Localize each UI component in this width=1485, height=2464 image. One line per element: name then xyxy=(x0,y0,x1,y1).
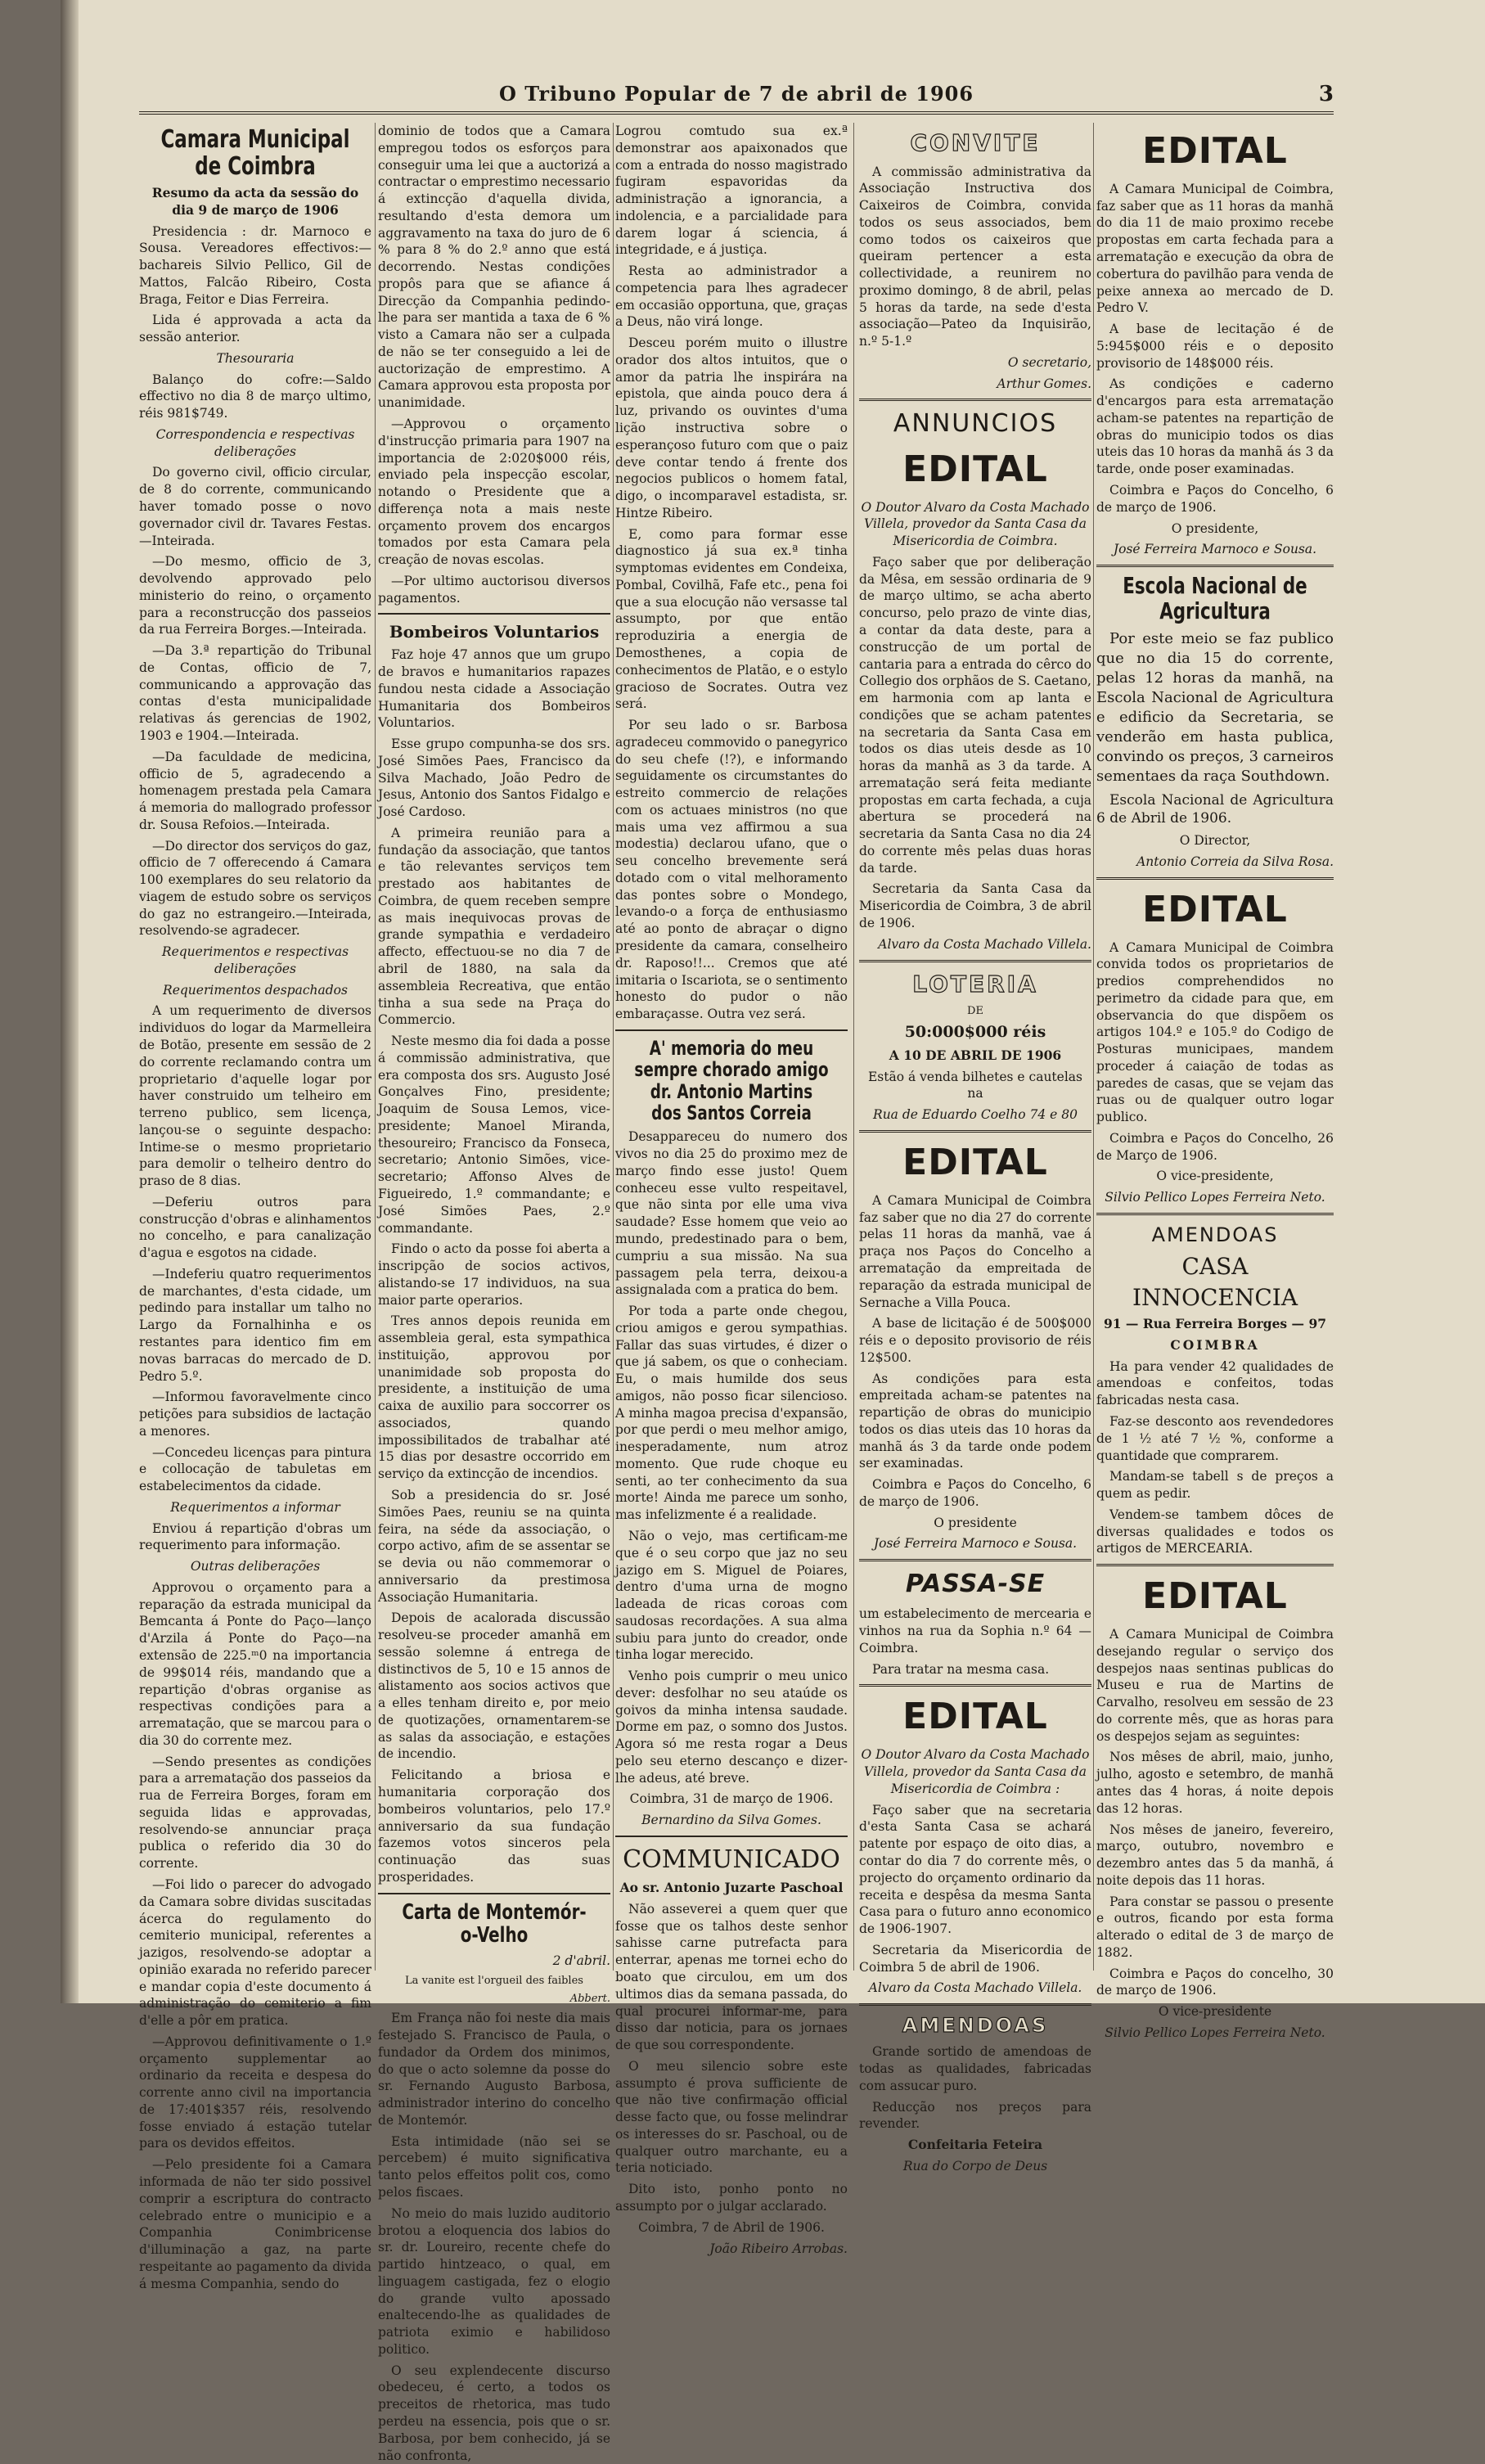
paragraph: —Sendo presentes as condições para a arrematação dos passeios da rua de Ferreira Borges, foram em seguida lidas e approvadas, resolvendo-se annunciar praça publica o referido dia 30 do corrente. xyxy=(139,1754,371,1872)
paragraph: Coimbra e Paços do Concelho, 6 de março de 1906. xyxy=(1096,482,1334,515)
edital-signature: José Ferreira Marnoco e Sousa. xyxy=(873,1536,1078,1552)
paragraph: Dito isto, ponho ponto no assumpto por o julgar acclarado. xyxy=(615,2182,848,2214)
paragraph: Felicitando a briosa e humanitaria corporação dos bombeiros voluntarios, pelo 17.º anniversario da sua fundação fazemos votos sinceros pela continuação das suas prosperidades. xyxy=(378,1768,610,1885)
paragraph: Não asseverei a quem quer que fosse que os talhos deste senhor sahisse carne putrefacta para enterrar, apenas me tornei echo do boato que circulou, em um dos ultimos dias da semana passada, do qual procurei informar-me, para disso dar noticia, para os jornaes de que sou correspondente. xyxy=(615,1901,848,2053)
divider xyxy=(859,960,1091,962)
edital-signature: José Ferreira Marnoco e Sousa. xyxy=(1113,542,1317,557)
page-spine xyxy=(61,0,79,2003)
section-title: Requerimentos e respectivas deliberações xyxy=(161,944,349,976)
paragraph: No meio do mais luzido auditorio brotou a eloquencia dos labios do sr. dr. Loureiro, recente chefe do partido hintzeaco, o qual, em linguagem castigada, fez o elogio do grande vulto apossado enaltecendo-lhe as qualidades de patriota eximio e habilidoso politico. xyxy=(378,2205,610,2357)
camara-subheading: Resumo da acta da sessão do dia 9 de março de 1906 xyxy=(151,185,359,218)
paragraph: Faz hoje 47 annos que um grupo de bravos e humanitarios rapazes fundou nesta cidade a Associação Humanitaria dos Bombeiros Voluntarios. xyxy=(378,647,610,731)
paragraph: Sob a presidencia do sr. José Simões Paes, reuniu se na quinta feira, na séde da associação, o corpo activo, afim de se assentar se se devia ou não commemorar o anniversario da prestimosa Associação Humanitaria. xyxy=(378,1487,610,1605)
paragraph: —Pelo presidente foi a Camara informada de não ter sido possivel comprir a escriptura do contracto celebrado entre o municipio e a Companhia Conimbricense d'illuminação a gaz, na parte respeitante ao pagamento da divida á mesma Companhia, sendo do xyxy=(139,2157,371,2291)
paragraph: —Approvou o orçamento d'instrucção primaria para 1907 na importancia de 2:020$000 réis, enviado pela inspecção escolar, notando o Presidente que a differença nota a mais neste orçamento provem dos encargos tomados por esta Camara pela creação de novas escolas. xyxy=(378,417,610,568)
loteria-prize: 50:000$000 réis xyxy=(904,1023,1046,1042)
edital-title: EDITAL xyxy=(902,448,1048,490)
column-5 xyxy=(1096,123,1334,2040)
casa-address: 91 — Rua Ferreira Borges — 97 xyxy=(1103,1316,1327,1332)
paragraph: —Do director dos serviços do gaz, officio de 7 offerecendo á Camara 100 exemplares do seu relatorio da viagem de estudo sobre os serviços do gaz no estrangeiro.—Inteirada, resolvendo-se agradecer. xyxy=(139,838,371,939)
paragraph: A base de lecitação é de 5:945$000 réis e o deposito provisorio de 148$000 réis. xyxy=(1096,322,1334,371)
section-title: Outras deliberações xyxy=(190,1559,321,1574)
column-separator xyxy=(375,123,376,1971)
paragraph: Faço saber que por deliberação da Mêsa, em sessão ordinaria de 9 de março ultimo, se acha aberto concurso, pelo prazo de vinte dias, a contar da data deste, para a construcção de um portal de cantaria para a entrada do cêrco do Collegio dos orphãos de S. Caetano, em harmonia com ap lanta e condições que se acham patentes na secretaria da Santa Casa em todos os dias uteis desde as 10 horas da manhã as 3 da tarde. A arrematação será feita mediante propostas em carta fechada, a cuja abertura se procederá na secretaria da Santa Casa no dia 24 do corrente mês pelas duas horas da tarde. xyxy=(859,554,1091,876)
divider xyxy=(1096,877,1334,880)
paragraph: Approvou o orçamento para a reparação da estrada municipal da Bemcanta á Ponte do Paço—lanço d'Arzila á Ponte do Paço—na extensão de 225.ᵐ0 na importancia de 99$014 réis, mandando que a repartição d'obras organise as respectivas condições para a arrematação, que se marcou para o dia 30 do corrente mez. xyxy=(139,1579,371,1748)
edital-signature: Alvaro da Costa Machado Villela. xyxy=(868,1980,1082,1996)
convite-signature: Arthur Gomes. xyxy=(997,376,1091,391)
paragraph: —Da faculdade de medicina, officio de 5, agradecendo a homenagem prestada pela Camara á memoria do mallogrado professor dr. Sousa Refoios.—Inteirada. xyxy=(139,749,371,832)
paragraph: —Approvou definitivamente o 1.º orçamento supplementar ao ordinario da receita e despesa do corrente anno civil na importancia de 17:401$357 réis, resolvendo fosse enviado á estação tutelar para os devidos effeitos. xyxy=(139,2034,371,2151)
carta-date: 2 d'abril. xyxy=(552,1953,610,1968)
divider xyxy=(378,1893,610,1894)
convite-title: CONVITE xyxy=(910,129,1041,156)
divider xyxy=(1096,1564,1334,1566)
communicado-signature: João Ribeiro Arrobas. xyxy=(709,2241,848,2256)
amendoas-title: AMENDOAS xyxy=(902,2014,1049,2038)
paragraph: —Deferiu outros para construcção d'obras e alinhamentos no concelho, e para canalização d'agua e esgotos na cidade. xyxy=(139,1194,371,1261)
paragraph: A primeira reunião para a fundação da associação, que tantos e tão relevantes serviços tem prestado aos habitantes de Coimbra, de quem receben sempre as mais inequivocas provas de grande sympathia e verdadeiro affecto, effectuou-se no dia 7 de abril de 1880, na sala da assembleia Recreativa, que então tinha a sua sede na Praça do Commercio. xyxy=(378,825,610,1028)
edital-signature: Silvio Pellico Lopes Ferreira Neto. xyxy=(1105,1190,1325,1205)
communicado-date: Coimbra, 7 de Abril de 1906. xyxy=(638,2219,825,2235)
paragraph: Do governo civil, officio circular, de 8 do corrente, communicando haver tomado posse o novo governador civil dr. Tavares Festas.—Inteirada. xyxy=(139,465,371,548)
paragraph: Reducção nos preços para revender. xyxy=(859,2099,1091,2132)
casa-city: COIMBRA xyxy=(1170,1336,1260,1353)
divider xyxy=(615,1836,848,1837)
paragraph: Faço saber que na secretaria d'esta Santa Casa se achará patente por espaço de oito dias, a contar do dia 7 do corrente mês, o projecto do orçamento ordinario da receita e despêsa da mesma Santa Casa para o futuro anno economico de 1906-1907. xyxy=(859,1802,1091,1937)
masthead-title: O Tribuno Popular de 7 de abril de 1906 xyxy=(498,82,974,106)
paragraph: As condições para esta empreitada acham-se patentes na repartição de obras do municipio todos os dias uteis das 10 horas da manhã ás 3 da tarde onde podem ser examinadas. xyxy=(859,1371,1091,1471)
bombeiros-heading: Bombeiros Voluntarios xyxy=(389,622,600,642)
paragraph: Vendem-se tambem dôces de diversas qualidades e todos os artigos de MERCEARIA. xyxy=(1096,1507,1334,1556)
memoria-heading: A' memoria do meu sempre chorado amigo dr. Antonio Martins dos Santos Correia xyxy=(634,1036,829,1124)
loteria-title: LOTERIA xyxy=(912,970,1038,998)
edital-signature: Alvaro da Costa Machado Villela. xyxy=(878,936,1091,952)
paragraph: um estabelecimento de mercearia e vinhos na rua da Sophia n.º 64 — Coimbra. xyxy=(859,1606,1091,1655)
edital-signature: Silvio Pellico Lopes Ferreira Neto. xyxy=(1105,2025,1325,2040)
paragraph: Coimbra e Paços do Concelho, 6 de março de 1906. xyxy=(859,1477,1091,1509)
casa-innocencia-title: CASA INNOCENCIA xyxy=(1132,1253,1298,1311)
edital-header: O Doutor Alvaro da Costa Machado Villela, provedor da Santa Casa da Misericordia de Coimbra : xyxy=(861,1747,1090,1796)
loteria-de: DE xyxy=(967,1005,983,1018)
paragraph: Desappareceu do numero dos vivos no dia 25 do proximo mez de março findo esse justo! Quem conheceu esse vulto respeitavel, que não sinta por elle uma viva saudade? Esse homem que veio ao mundo, predestinado para o bem, cumpriu a sua missão. Na sua passagem pela terra, deixou-a assignalada com a pratica do bem. xyxy=(615,1129,848,1298)
paragraph: Mandam-se tabell s de preços a quem as pedir. xyxy=(1096,1469,1334,1502)
paragraph: Em França não foi neste dia mais festejado S. Francisco de Paula, o fundador da Ordem dos minimos, do que o acto solemne da posse do sr. Fernando Augusto Barbosa, administrador interino do concelho de Montemór. xyxy=(378,2011,610,2128)
paragraph: Nos mêses de abril, maio, junho, julho, agosto e setembro, de manhã antes das 4 horas, á noite depois das 12 horas. xyxy=(1096,1750,1334,1816)
paragraph: A Camara Municipal de Coimbra desejando regular o serviço dos despejos naas sentinas publicas do Museu e rua de Martins de Carvalho, resolveu em sessão de 23 do corrente mês, que as horas para os despejos sejam as seguintes: xyxy=(1096,1627,1334,1744)
divider xyxy=(1096,565,1334,567)
edital-title: EDITAL xyxy=(1142,1575,1288,1618)
divider xyxy=(859,1130,1091,1133)
annuncios-title: ANNUNCIOS xyxy=(893,409,1058,439)
paragraph: Resta ao administrador a competencia para lhes agradecer em occasião opportuna, que, graças a Deus, não virá longe. xyxy=(615,264,848,330)
paragraph: Coimbra e Paços do Concelho, 26 de Março de 1906. xyxy=(1096,1130,1334,1163)
paragraph: Balanço do cofre:—Saldo effectivo no dia 8 de março ultimo, réis 981$749. xyxy=(139,372,371,421)
divider xyxy=(859,399,1091,401)
edital-title: EDITAL xyxy=(1142,130,1288,172)
memoria-date: Coimbra, 31 de março de 1906. xyxy=(629,1791,834,1807)
communicado-heading: COMMUNICADO xyxy=(623,1845,840,1874)
paragraph: —Indeferiu quatro requerimentos de marchantes, d'esta cidade, um pedindo para installar um talho no Largo da Fornalhinha e os restantes para identico fim em novas barracas do mercado de D. Pedro 5.º. xyxy=(139,1266,371,1384)
column-separator xyxy=(1093,123,1094,1971)
loteria-date: A 10 DE ABRIL DE 1906 xyxy=(889,1047,1062,1063)
paragraph: dominio de todos que a Camara empregou todos os esforços para conseguir uma lei que a auctorizá a contractar o emprestimo necessario á extincção d'aquella divida, resultando d'esta demora um aggravamento na taxa do juro de 6 % para 8 % do 2.º anno que está decorrendo. Nestas condições propôs para que se afiance á Direcção da Companhia pedindo-lhe para ser mantida a taxa de 6 % visto a Camara não ser a culpada de não se ter conseguido a lei de auctorização de emprestimo. A Camara approvou esta proposta por unanimidade. xyxy=(378,124,610,411)
paragraph: Secretaria da Misericordia de Coimbra 5 de abril de 1906. xyxy=(859,1942,1091,1975)
paragraph: Desceu porém muito o illustre orador dos altos intuitos, que o amor da patria lhe inspirára na epistola, que ainda pouco dera á luz, privando os ouvintes d'uma lição instructiva sobre o esperançoso futuro com que o paiz deve contar tendo á frente dos negocios publicos o homem fatal, digo, o incomparavel estadista, sr. Hintze Ribeiro. xyxy=(615,336,848,520)
paragraph: Por toda a parte onde chegou, criou amigos e gerou sympathias. Fallar das suas virtudes, é dizer o que já sabem, os que o conheciam. Eu, o mais humilde dos seus amigos, não posso ficar silencioso. A minha magoa precisa d'expansão, por que perdi o meu melhor amigo, inesperadamente, num atroz momento. Que rude choque eu senti, ao ter conhecimento da sua morte! Ainda me parece um sonho, mas infelizmente é a realidade. xyxy=(615,1304,848,1523)
paragraph: Logrou comtudo sua ex.ª demonstrar aos apaixonados que com a entrada do nosso magistrado fugiram espavoridas da administração a ignorancia, a indolencia, e a parcialidade para darem logar á sciencia, á integridade, e á justiça. xyxy=(615,124,848,258)
paragraph: Lida é approvada a acta da sessão anterior. xyxy=(139,313,371,345)
paragraph: A commissão administrativa da Associação Instructiva dos Caixeiros de Coimbra, convida todos os seus associados, bem como todos os caixeiros que queiram pertencer a esta collectividade, a reunirem no proximo domingo, 8 de abril, pelas 5 horas da tarde, na sede d'esta associação—Pateo da Inquisirão, n.º 5-1.º xyxy=(859,164,1091,349)
paragraph: Escola Nacional de Agricultura 6 de Abril de 1906. xyxy=(1096,791,1334,827)
edital-title: EDITAL xyxy=(902,1696,1048,1738)
paragraph: Tres annos depois reunida em assembleia geral, esta sympathica instituição, approvou por unanimidade sob proposta do presidente, a instituição de uma caixa de auxilio para soccorrer os associados, quando impossibilitados de trabalhar até 15 dias por desastre occorrido em serviço da extincção de incendios. xyxy=(378,1313,610,1482)
carta-quote-author: Abbert. xyxy=(569,1992,610,2005)
paragraph: —Do mesmo, officio de 3, devolvendo approvado pelo ministerio do reino, o orçamento para a reconstrucção dos passeios da rua Ferreira Borges.—Inteirada. xyxy=(139,554,371,637)
divider xyxy=(378,613,610,615)
paragraph: —Informou favoravelmente cinco petições para subsidios de lactação a menores. xyxy=(139,1390,371,1439)
paragraph: O seu explendecente discurso obedeceu, é certo, a todos os preceitos de rhetorica, mas tudo perdeu na essencia, pois que o sr. Barbosa, por bem conhecido, já se não confronta, xyxy=(378,2363,610,2463)
paragraph: —Foi lido o parecer do advogado da Camara sobre dividas suscitadas ácerca do regulamento do cemiterio municipal, referentes a jazigos, resolvendo-se adoptar a opinião exarada no referido parecer e mandar copia d'este documento á administração do cemiterio a fim d'elle a pôr em pratica. xyxy=(139,1876,371,2029)
paragraph: Não o vejo, mas certificam-me que é o seu corpo que jaz no seu jazigo em S. Miguel de Poiares, dentro d'uma urna de mogno ladeada de ricas coroas com saudosas recordações. A sua alma subiu para junto do creador, onde tinha logar merecido. xyxy=(615,1528,848,1663)
paragraph: Esta intimidade (não sei se percebem) é muito significativa tanto pelos effeitos polit cos, como pelos fiscaes. xyxy=(378,2133,610,2200)
masthead-rule xyxy=(139,111,1334,115)
paragraph: Ha para vender 42 qualidades de amendoas e confeitos, todas fabricadas nesta casa. xyxy=(1096,1358,1334,1408)
column-2 xyxy=(378,123,610,2463)
page-number: 3 xyxy=(1318,82,1334,106)
confeitaria-address: Rua do Corpo de Deus xyxy=(902,2158,1048,2173)
section-title: Requerimentos a informar xyxy=(170,1499,340,1515)
paragraph: E, como para formar esse diagnostico já sua ex.ª tinha symptomas evidentes em Condeixa, Pombal, Covilhã, Fafe etc., pena foi que a sua elocução não versasse tal assumpto, por que então reproduziria a energia de Demosthenes, a copia de conhecimentos de Platão, e o estylo gracioso de Socrates. Outra vez será. xyxy=(615,526,848,712)
paragraph: Venho pois cumprir o meu unico dever: desfolhar no seu ataúde os goivos da minha intensa saudade. Dorme em paz, o somno dos Justos. Agora só me resta rogar a Deus pelo seu eterno descanço e dizer-lhe adeus, até breve. xyxy=(615,1669,848,1786)
paragraph: Esse grupo compunha-se dos srs. José Simões Paes, Francisco da Silva Machado, João Pedro de Jesus, Antonio dos Santos Fidalgo e José Cardoso. xyxy=(378,736,610,820)
paragraph: Para constar se passou o presente e outros, ficando por esta forma alterado o edital de 3 de março de 1882. xyxy=(1096,1894,1334,1960)
divider xyxy=(859,1684,1091,1687)
confeitaria-name: Confeitaria Feteira xyxy=(907,2137,1043,2153)
camara-heading: Camara Municipal de Coimbra xyxy=(160,125,350,181)
convite-role: O secretario, xyxy=(1007,354,1091,370)
paragraph: Por este meio se faz publico que no dia 15 do corrente, pelas 12 horas da manhã, na Escola Nacional de Agricultura e edificio da Secretaria, se venderão em hasta publica, convindo os preços, 3 carneiros sementaes da raça Southdown. xyxy=(1096,629,1334,786)
paragraph: A um requerimento de diversos individuos do logar da Marmelleira de Botão, presente em sessão de 2 do corrente reclamando contra um proprietario d'aquelle logar por haver construido um telheiro em terreno publico, sem licença, lançou-se o seguinte despacho: Intime-se o mesmo proprietario para demolir o telheiro dentro do praso de 8 dias. xyxy=(139,1003,371,1189)
paragraph: —Concedeu licenças para pintura e collocação de tabuletas em estabelecimentos da cidade. xyxy=(139,1444,371,1494)
section-title: Requerimentos despachados xyxy=(163,982,348,998)
edital-role: O presidente, xyxy=(1171,520,1259,536)
divider xyxy=(615,1029,848,1031)
section-title: Thesouraria xyxy=(216,350,295,366)
column-separator xyxy=(613,123,614,1971)
paragraph: —Por ultimo auctorisou diversos pagamentos. xyxy=(378,573,610,606)
edital-role: O vice-presidente xyxy=(1158,2004,1272,2020)
paragraph: Enviou á repartição d'obras um requerimento para informação. xyxy=(139,1520,371,1553)
paragraph: A Camara Municipal de Coimbra convida todos os proprietarios de predios comprehendidos no perimetro da cidade para que, em observancia do que dispõem os artigos 104.º e 105.º do Codigo de Posturas municipaes, mandem proceder á caiação de todas as paredes de casas, que se vejam das ruas ou de qualquer outro logar publico. xyxy=(1096,939,1334,1125)
paragraph: Presidencia : dr. Marnoco e Sousa. Vereadores effectivos:—bachareis Silvio Pellico, Gil de Mattos, Falcão Ribeiro, Costa Braga, Feitor e Dias Ferreira. xyxy=(139,223,371,307)
carta-quote: La vanite est l'orgueil des faibles xyxy=(405,1974,583,1987)
column-3 xyxy=(615,123,848,2256)
paragraph: A base de licitação é de 500$000 réis e o deposito provisorio de réis 12$500. xyxy=(859,1316,1091,1365)
paragraph: O meu silencio sobre este assumpto é prova sufficiente de que não tive confirmação official desse facto que, ou fosse melindrar os interesses do sr. Paschoal, ou de qualquer outro marchante, eu a teria noticiado. xyxy=(615,2058,848,2176)
paragraph: Nos mêses de janeiro, fevereiro, março, outubro, novembro e dezembro antes das 5 da manhã, á noite depois das 11 horas. xyxy=(1096,1822,1334,1888)
paragraph: Neste mesmo dia foi dada a posse á commissão administrativa, que era composta dos srs. Augusto José Gonçalves Fino, presidente; Joaquim de Sousa Lemos, vice-presidente; Manoel Miranda, thesoureiro; Francisco da Fonseca, secretario; Antonio Simões, vice-secretario; Affonso Alves de Figueiredo, 1.º commandante; e José Simões Paes, 2.º commandante. xyxy=(378,1034,610,1236)
edital-role: O vice-presidente, xyxy=(1156,1169,1274,1184)
divider xyxy=(859,2003,1091,2006)
divider xyxy=(859,1559,1091,1561)
paragraph: Depois de acalorada discussão resolveu-se proceder amanhã em sessão solemne á entrega de distinctivos de 5, 10 e 15 annos de alistamento aos socios activos que a elles tenham direito e, por meio de quotizações, ornamentarem-se as salas da associação, e estações de incendio. xyxy=(378,1610,610,1762)
paragraph: A Camara Municipal de Coimbra faz saber que no dia 27 do corrente pelas 11 horas da manhã, vae á praça nos Paços do Concelho a arrematação da empreitada de reparação da estrada municipal de Sernache a Villa Pouca. xyxy=(859,1192,1091,1310)
loteria-address: Rua de Eduardo Coelho 74 e 80 xyxy=(873,1107,1078,1123)
passase-title: PASSA-SE xyxy=(905,1570,1046,1599)
memoria-signature: Bernardino da Silva Gomes. xyxy=(641,1813,821,1828)
paragraph: Coimbra e Paços do concelho, 30 de março de 1906. xyxy=(1096,1966,1334,1998)
column-1 xyxy=(139,123,371,2291)
edital-title: EDITAL xyxy=(902,1141,1048,1183)
edital-role: O presidente xyxy=(934,1515,1017,1530)
paragraph: Findo o acto da posse foi aberta a inscripção de socios activos, alistando-se 17 individuos, na sua maior parte operarios. xyxy=(378,1241,610,1308)
paragraph: Secretaria da Santa Casa da Misericordia de Coimbra, 3 de abril de 1906. xyxy=(859,881,1091,930)
escola-signature: Antonio Correia da Silva Rosa. xyxy=(1136,854,1334,869)
communicado-recipient: Ao sr. Antonio Juzarte Paschoal xyxy=(619,1880,844,1896)
escola-role: O Director, xyxy=(1179,833,1251,849)
paragraph: Grande sortido de amendoas de todas as qualidades, fabricadas com assucar puro. xyxy=(859,2044,1091,2093)
paragraph: Para tratar na mesma casa. xyxy=(872,1661,1050,1677)
edital-title: EDITAL xyxy=(1142,888,1288,930)
escola-heading: Escola Nacional de Agricultura xyxy=(1123,572,1307,624)
section-title: Correspondencia e respectivas deliberações xyxy=(155,426,355,459)
amendoas-title: AMENDOAS xyxy=(1151,1223,1279,1246)
paragraph: A Camara Municipal de Coimbra, faz saber que as 11 horas da manhã do dia 11 de maio proximo recebe propostas em carta fechada para a arrematação e execução da obra de cobertura do pavilhão para venda de peixe annexa ao mercado de D. Pedro V. xyxy=(1096,181,1334,316)
paragraph: As condições e caderno d'encargos para esta arrematação acham-se patentes na repartição de obras do municipio todos os dias uteis das 10 horas da manhã ás 3 da tarde, onde poser examinadas. xyxy=(1096,376,1334,477)
masthead xyxy=(139,82,1334,115)
paragraph: —Da 3.ª repartição do Tribunal de Contas, officio de 7, communicando a approvação das contas d'esta municipalidade relativas ás gerencias de 1902, 1903 e 1904.—Inteirada. xyxy=(139,643,371,743)
paragraph: Por seu lado o sr. Barbosa agradeceu commovido o panegyrico do seu chefe (!?), e informando seguidamente os circumstantes do estreito commercio de relações com os actuaes ministros (no que mais uma vez affirmou a sua modestia) declarou ufano, que o seu concelho brevemente será dotado com o vital melhoramento das pontes sobre o Mondego, levando-o a força de enthusiasmo até ao ponto de abraçar o digno presidente da camara, conselheiro dr. Raposo!!... Cremos que até imitaria o Iscariota, se o sentimento honesto do pudor o não embaraçasse. Outra vez será. xyxy=(615,718,848,1022)
paragraph: Faz-se desconto aos revendedores de 1 ½ até 7 ½ %, conforme a quantidade que comprarem. xyxy=(1096,1414,1334,1463)
loteria-text: Estão á venda bilhetes e cautelas na xyxy=(867,1069,1082,1101)
carta-heading: Carta de Montemór-o-Velho xyxy=(402,1899,587,1948)
column-separator xyxy=(853,123,854,1971)
edital-header: O Doutor Alvaro da Costa Machado Villela, provedor da Santa Casa da Misericordia de Coimbra. xyxy=(861,499,1090,549)
divider xyxy=(1096,1213,1334,1215)
column-4 xyxy=(859,123,1091,2173)
